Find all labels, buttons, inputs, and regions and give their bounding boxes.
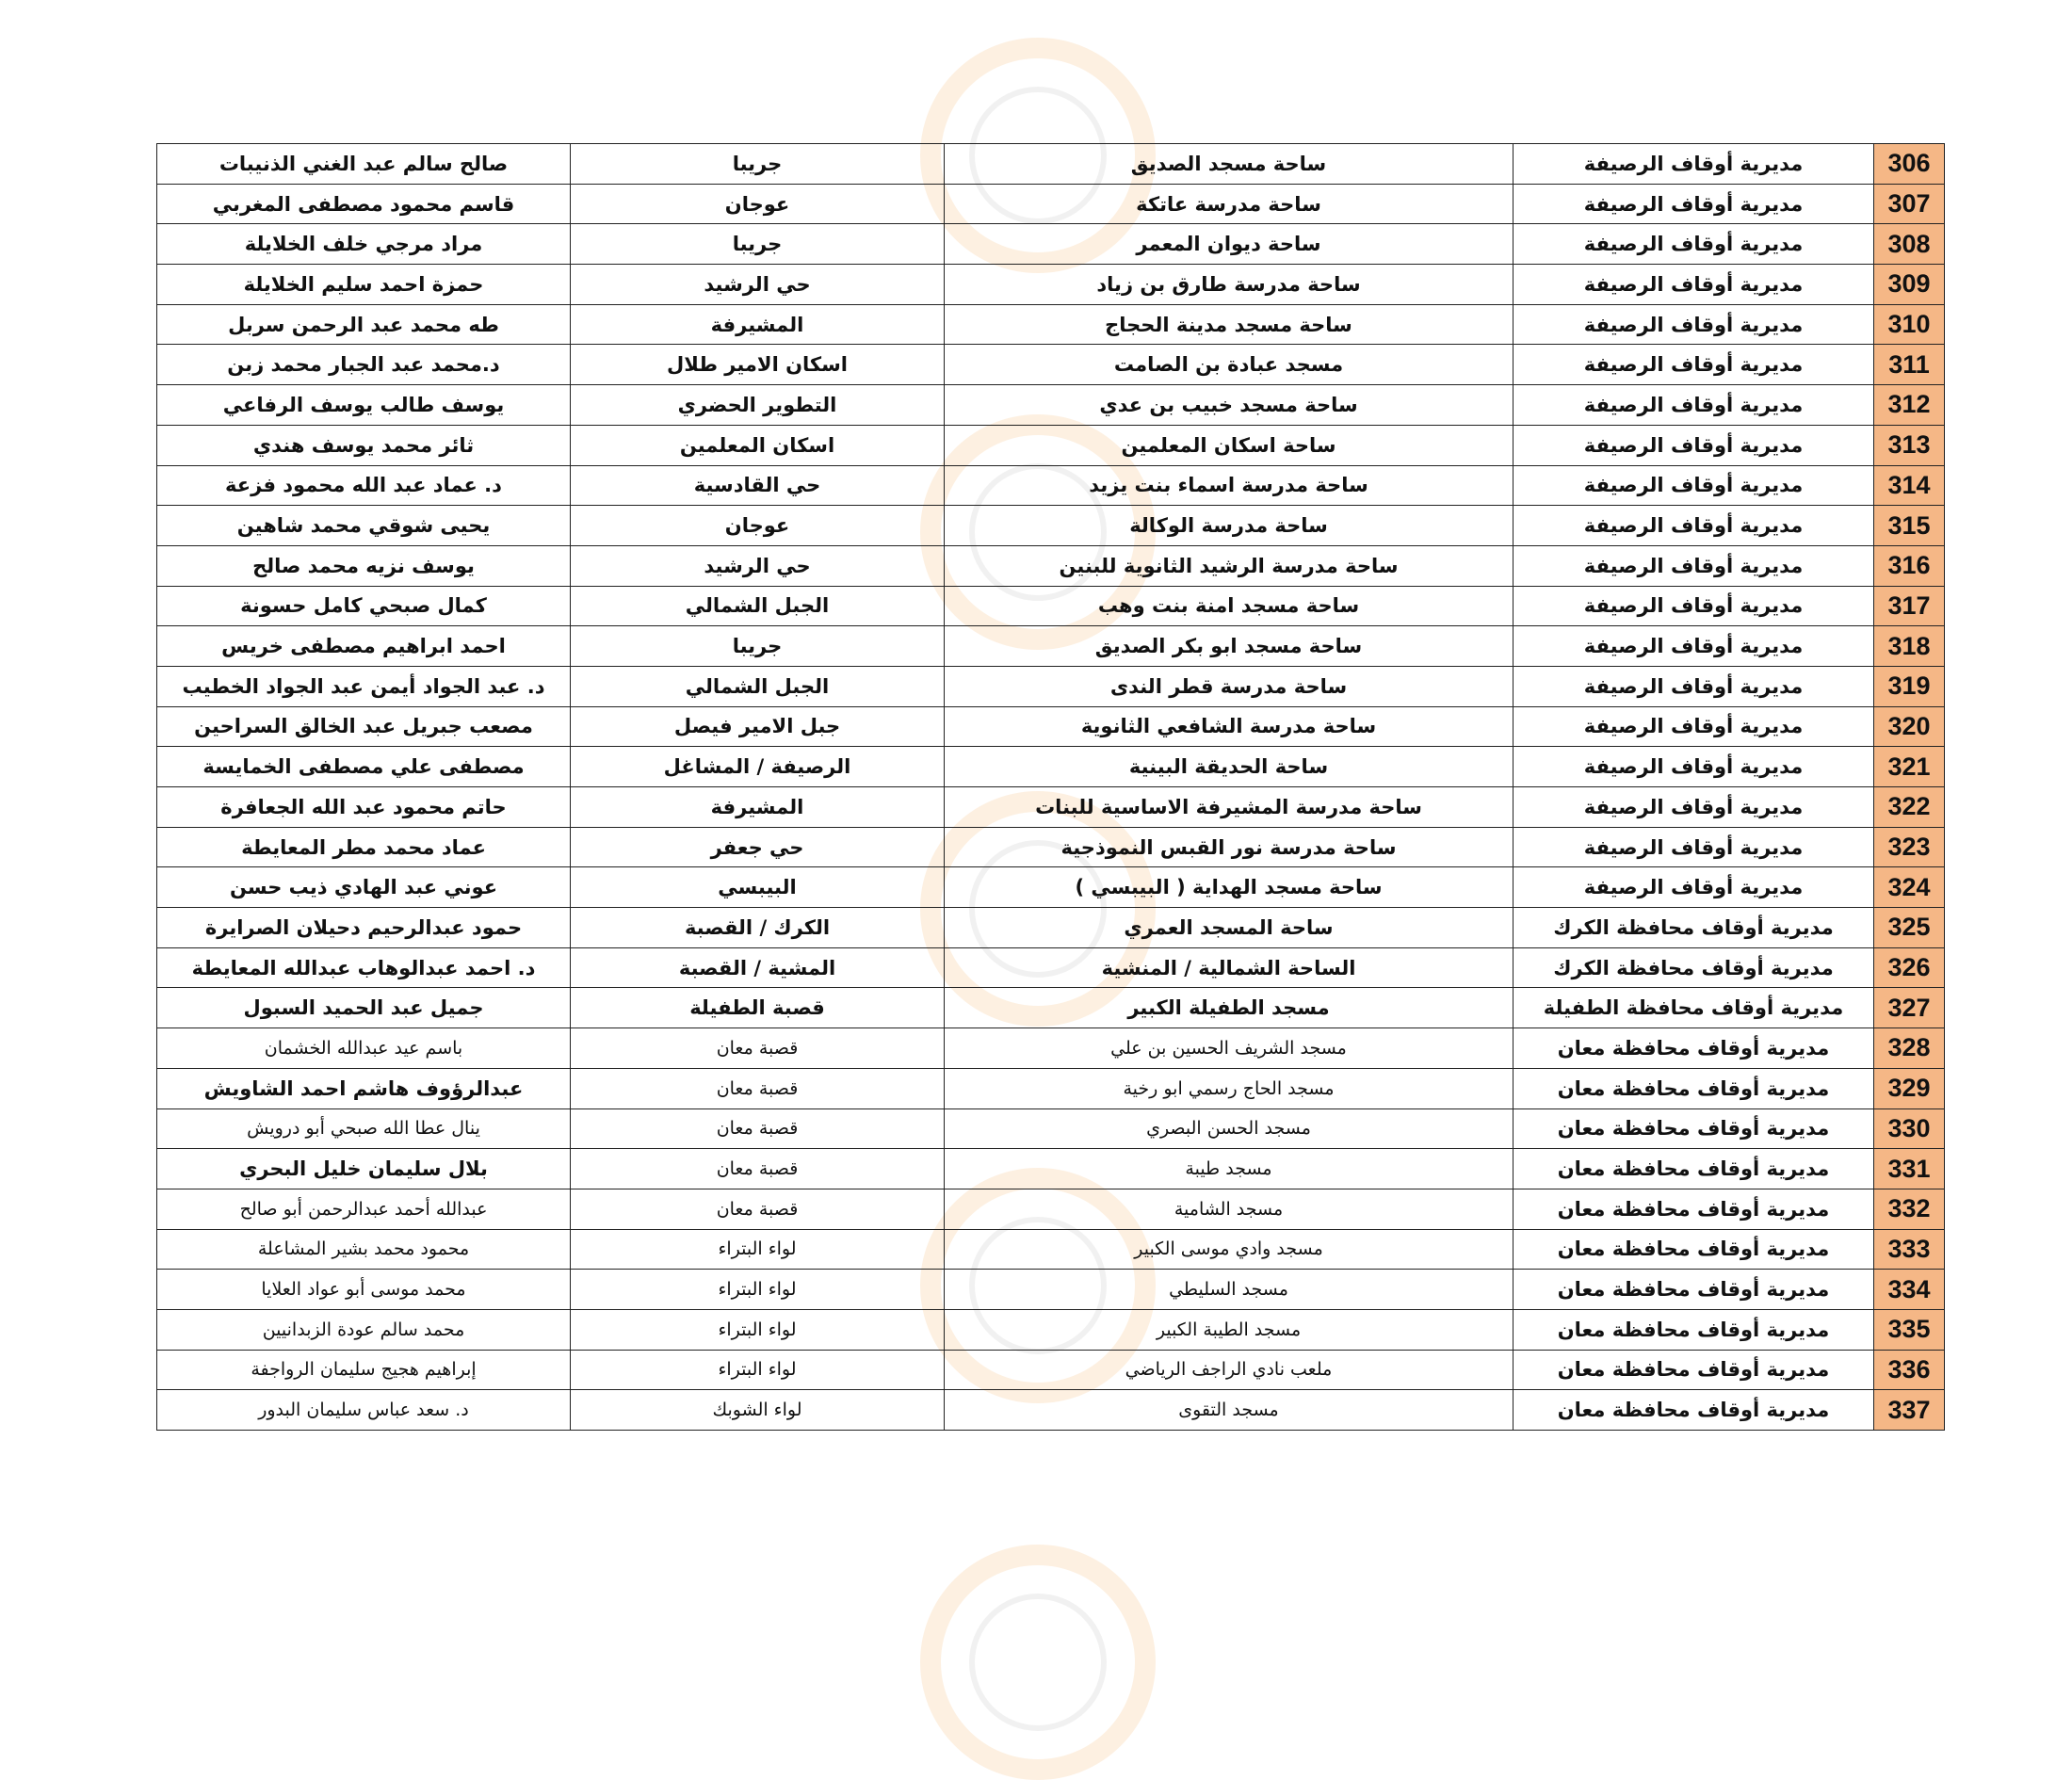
table-row [157,666,1945,706]
cell-name: يوسف نزيه محمد صالح [157,545,571,586]
cell-area: قصبة معان [571,1028,945,1069]
cell-name: عبدالله أحمد عبدالرحمن أبو صالح [157,1189,571,1229]
cell-site: ساحة مدرسة الرشيد الثانوية للبنين [945,545,1514,586]
cell-name: طه محمد عبد الرحمن سربل [157,304,571,345]
cell-no: 310 [1874,304,1945,345]
cell-directorate: مديرية أوقاف محافظة معان [1514,1189,1874,1229]
cell-directorate: مديرية أوقاف محافظة معان [1514,1350,1874,1390]
table-row [157,144,1945,185]
cell-name: يوسف طالب يوسف الرفاعي [157,385,571,426]
cell-area: جريبا [571,144,945,185]
cell-directorate: مديرية أوقاف الرصيفة [1514,747,1874,787]
table-row [157,1229,1945,1270]
cell-no: 335 [1874,1309,1945,1350]
cell-site: مسجد التقوى [945,1390,1514,1431]
cell-directorate: مديرية أوقاف الرصيفة [1514,787,1874,828]
cell-name: محمود محمد بشير المشاعلة [157,1229,571,1270]
cell-area: المشيرفة [571,304,945,345]
cell-name: د.محمد عبد الجبار محمد زبن [157,345,571,385]
cell-site: ساحة مسجد امنة بنت وهب [945,586,1514,626]
cell-area: لواء البتراء [571,1229,945,1270]
table-row [157,1149,1945,1189]
cell-site: ساحة مدرسة اسماء بنت يزيد [945,465,1514,506]
cell-area: حي جعفر [571,827,945,867]
cell-name: حمود عبدالرحيم دحيلان الصرايرة [157,908,571,948]
cell-no: 336 [1874,1350,1945,1390]
table-row [157,747,1945,787]
cell-site: ساحة مسجد الهداية ( البيبسي ) [945,867,1514,908]
cell-no: 327 [1874,988,1945,1028]
cell-directorate: مديرية أوقاف الرصيفة [1514,465,1874,506]
cell-area: التطوير الحضري [571,385,945,426]
cell-name: جميل عبد الحميد السبول [157,988,571,1028]
cell-no: 332 [1874,1189,1945,1229]
cell-area: لواء الشوبك [571,1390,945,1431]
cell-name: صالح سالم عبد الغني الذنيبات [157,144,571,185]
cell-directorate: مديرية أوقاف محافظة معان [1514,1149,1874,1189]
cell-no: 315 [1874,506,1945,546]
cell-name: ينال عطا الله صبحي أبو درويش [157,1108,571,1149]
cell-name: يحيى شوقي محمد شاهين [157,506,571,546]
cell-area: جبل الامير فيصل [571,706,945,747]
cell-area: لواء البتراء [571,1270,945,1310]
cell-directorate: مديرية أوقاف الرصيفة [1514,265,1874,305]
table-row [157,1189,1945,1229]
cell-site: ملعب نادي الراجف الرياضي [945,1350,1514,1390]
cell-site: مسجد الشريف الحسين بن علي [945,1028,1514,1069]
cell-area: حي الرشيد [571,545,945,586]
cell-area: جريبا [571,224,945,265]
cell-no: 325 [1874,908,1945,948]
cell-directorate: مديرية أوقاف محافظة معان [1514,1028,1874,1069]
cell-directorate: مديرية أوقاف الرصيفة [1514,626,1874,667]
cell-area: البيبسي [571,867,945,908]
cell-site: ساحة ديوان المعمر [945,224,1514,265]
table-row [157,947,1945,988]
table-row [157,545,1945,586]
cell-directorate: مديرية أوقاف الرصيفة [1514,545,1874,586]
cell-area: اسكان المعلمين [571,425,945,465]
cell-name: د. عبد الجواد أيمن عبد الجواد الخطيب [157,666,571,706]
cell-site: مسجد وادي موسى الكبير [945,1229,1514,1270]
table-row [157,586,1945,626]
cell-directorate: مديرية أوقاف الرصيفة [1514,184,1874,224]
cell-site: مسجد الشامية [945,1189,1514,1229]
cell-area: الجبل الشمالي [571,586,945,626]
cell-site: ساحة مدرسة قطر الندى [945,666,1514,706]
table-row [157,827,1945,867]
cell-name: عماد محمد مطر المعايطة [157,827,571,867]
cell-area: الكرك / القصبة [571,908,945,948]
cell-site: الساحة الشمالية / المنشية [945,947,1514,988]
cell-area: الرصيفة / المشاغل [571,747,945,787]
cell-directorate: مديرية أوقاف الرصيفة [1514,385,1874,426]
cell-name: محمد موسى أبو عواد العلايا [157,1270,571,1310]
cell-name: قاسم محمود مصطفى المغربي [157,184,571,224]
table-row [157,265,1945,305]
cell-name: عوني عبد الهادي ذيب حسن [157,867,571,908]
cell-no: 320 [1874,706,1945,747]
table-row [157,224,1945,265]
cell-directorate: مديرية أوقاف الرصيفة [1514,345,1874,385]
cell-name: كمال صبحي كامل حسونة [157,586,571,626]
cell-no: 316 [1874,545,1945,586]
cell-directorate: مديرية أوقاف محافظة معان [1514,1108,1874,1149]
cell-site: مسجد الطفيلة الكبير [945,988,1514,1028]
table-row [157,867,1945,908]
cell-area: عوجان [571,184,945,224]
cell-area: قصبة معان [571,1068,945,1108]
cell-area: قصبة معان [571,1189,945,1229]
cell-no: 326 [1874,947,1945,988]
cell-no: 314 [1874,465,1945,506]
cell-area: حي الرشيد [571,265,945,305]
cell-no: 313 [1874,425,1945,465]
cell-area: قصبة معان [571,1108,945,1149]
cell-name: عبدالرؤوف هاشم احمد الشاويش [157,1068,571,1108]
cell-directorate: مديرية أوقاف الرصيفة [1514,304,1874,345]
cell-directorate: مديرية أوقاف الرصيفة [1514,144,1874,185]
cell-directorate: مديرية أوقاف محافظة الكرك [1514,908,1874,948]
table-row [157,1028,1945,1069]
table-row [157,988,1945,1028]
cell-area: المشيرفة [571,787,945,828]
cell-name: مراد مرجي خلف الخلايلة [157,224,571,265]
cell-site: مسجد الحاج رسمي ابو رخية [945,1068,1514,1108]
cell-area: لواء البتراء [571,1350,945,1390]
cell-area: عوجان [571,506,945,546]
cell-site: ساحة مدرسة الشافعي الثانوية [945,706,1514,747]
cell-name: مصعب جبريل عبد الخالق السراحين [157,706,571,747]
cell-name: د. سعد عباس سليمان البدور [157,1390,571,1431]
cell-site: ساحة مدرسة طارق بن زياد [945,265,1514,305]
cell-site: ساحة مسجد الصديق [945,144,1514,185]
cell-directorate: مديرية أوقاف الرصيفة [1514,586,1874,626]
cell-name: بلال سليمان خليل البحري [157,1149,571,1189]
table-body [157,144,1945,1431]
cell-site: ساحة الحديقة البينية [945,747,1514,787]
table-row [157,787,1945,828]
cell-name: حمزة احمد سليم الخلايلة [157,265,571,305]
cell-site: ساحة مسجد خبيب بن عدي [945,385,1514,426]
cell-site: ساحة اسكان المعلمين [945,425,1514,465]
cell-no: 308 [1874,224,1945,265]
cell-no: 322 [1874,787,1945,828]
cell-area: جريبا [571,626,945,667]
table-row [157,1068,1945,1108]
cell-site: ساحة مدرسة عاتكة [945,184,1514,224]
cell-site: ساحة مسجد مدينة الحجاج [945,304,1514,345]
table-row [157,1350,1945,1390]
cell-directorate: مديرية أوقاف الرصيفة [1514,867,1874,908]
table-row [157,1270,1945,1310]
cell-site: ساحة مدرسة نور القبس النموذجية [945,827,1514,867]
cell-name: حاتم محمود عبد الله الجعافرة [157,787,571,828]
cell-name: احمد ابراهيم مصطفى خريس [157,626,571,667]
table-row [157,1309,1945,1350]
cell-directorate: مديرية أوقاف محافظة معان [1514,1068,1874,1108]
cell-name: د. عماد عبد الله محمود فزعة [157,465,571,506]
table-row [157,626,1945,667]
assignment-table [156,143,1945,1431]
cell-site: مسجد طيبة [945,1149,1514,1189]
cell-name: محمد سالم عودة الزبدانيين [157,1309,571,1350]
cell-no: 333 [1874,1229,1945,1270]
cell-no: 312 [1874,385,1945,426]
cell-no: 331 [1874,1149,1945,1189]
cell-area: المشية / القصبة [571,947,945,988]
cell-directorate: مديرية أوقاف محافظة الطفيلة [1514,988,1874,1028]
cell-directorate: مديرية أوقاف الرصيفة [1514,666,1874,706]
cell-no: 330 [1874,1108,1945,1149]
cell-no: 307 [1874,184,1945,224]
cell-no: 337 [1874,1390,1945,1431]
cell-site: ساحة المسجد العمري [945,908,1514,948]
cell-area: قصبة معان [571,1149,945,1189]
cell-directorate: مديرية أوقاف الرصيفة [1514,706,1874,747]
table-row [157,1390,1945,1431]
cell-no: 328 [1874,1028,1945,1069]
cell-directorate: مديرية أوقاف الرصيفة [1514,224,1874,265]
cell-name: ثائر محمد يوسف هندي [157,425,571,465]
cell-directorate: مديرية أوقاف محافظة معان [1514,1229,1874,1270]
table-row [157,465,1945,506]
cell-directorate: مديرية أوقاف الرصيفة [1514,827,1874,867]
cell-name: باسم عيد عبدالله الخشمان [157,1028,571,1069]
cell-site: ساحة مسجد ابو بكر الصديق [945,626,1514,667]
watermark-clock-icon [920,1545,1156,1780]
cell-no: 319 [1874,666,1945,706]
cell-directorate: مديرية أوقاف محافظة معان [1514,1309,1874,1350]
table-row [157,506,1945,546]
cell-no: 317 [1874,586,1945,626]
cell-no: 318 [1874,626,1945,667]
cell-directorate: مديرية أوقاف محافظة معان [1514,1390,1874,1431]
cell-name: د. احمد عبدالوهاب عبدالله المعايطة [157,947,571,988]
cell-site: مسجد السليطي [945,1270,1514,1310]
cell-directorate: مديرية أوقاف الرصيفة [1514,425,1874,465]
cell-site: مسجد عبادة بن الصامت [945,345,1514,385]
cell-site: مسجد الطيبة الكبير [945,1309,1514,1350]
cell-no: 306 [1874,144,1945,185]
table-row [157,184,1945,224]
table-row [157,1108,1945,1149]
cell-area: لواء البتراء [571,1309,945,1350]
cell-area: اسكان الامير طلال [571,345,945,385]
cell-no: 334 [1874,1270,1945,1310]
cell-area: حي القادسية [571,465,945,506]
cell-directorate: مديرية أوقاف محافظة معان [1514,1270,1874,1310]
table-row [157,345,1945,385]
table-row [157,425,1945,465]
cell-no: 323 [1874,827,1945,867]
cell-no: 309 [1874,265,1945,305]
cell-no: 321 [1874,747,1945,787]
table-row [157,304,1945,345]
table-row [157,908,1945,948]
cell-site: مسجد الحسن البصري [945,1108,1514,1149]
cell-no: 329 [1874,1068,1945,1108]
cell-directorate: مديرية أوقاف الرصيفة [1514,506,1874,546]
cell-name: إبراهيم هجيج سليمان الرواجفة [157,1350,571,1390]
cell-no: 311 [1874,345,1945,385]
cell-directorate: مديرية أوقاف محافظة الكرك [1514,947,1874,988]
cell-area: الجبل الشمالي [571,666,945,706]
table-row [157,385,1945,426]
cell-name: مصطفى علي مصطفى الخمايسة [157,747,571,787]
table-row [157,706,1945,747]
cell-no: 324 [1874,867,1945,908]
cell-site: ساحة مدرسة الوكالة [945,506,1514,546]
cell-site: ساحة مدرسة المشيرفة الاساسية للبنات [945,787,1514,828]
cell-area: قصبة الطفيلة [571,988,945,1028]
